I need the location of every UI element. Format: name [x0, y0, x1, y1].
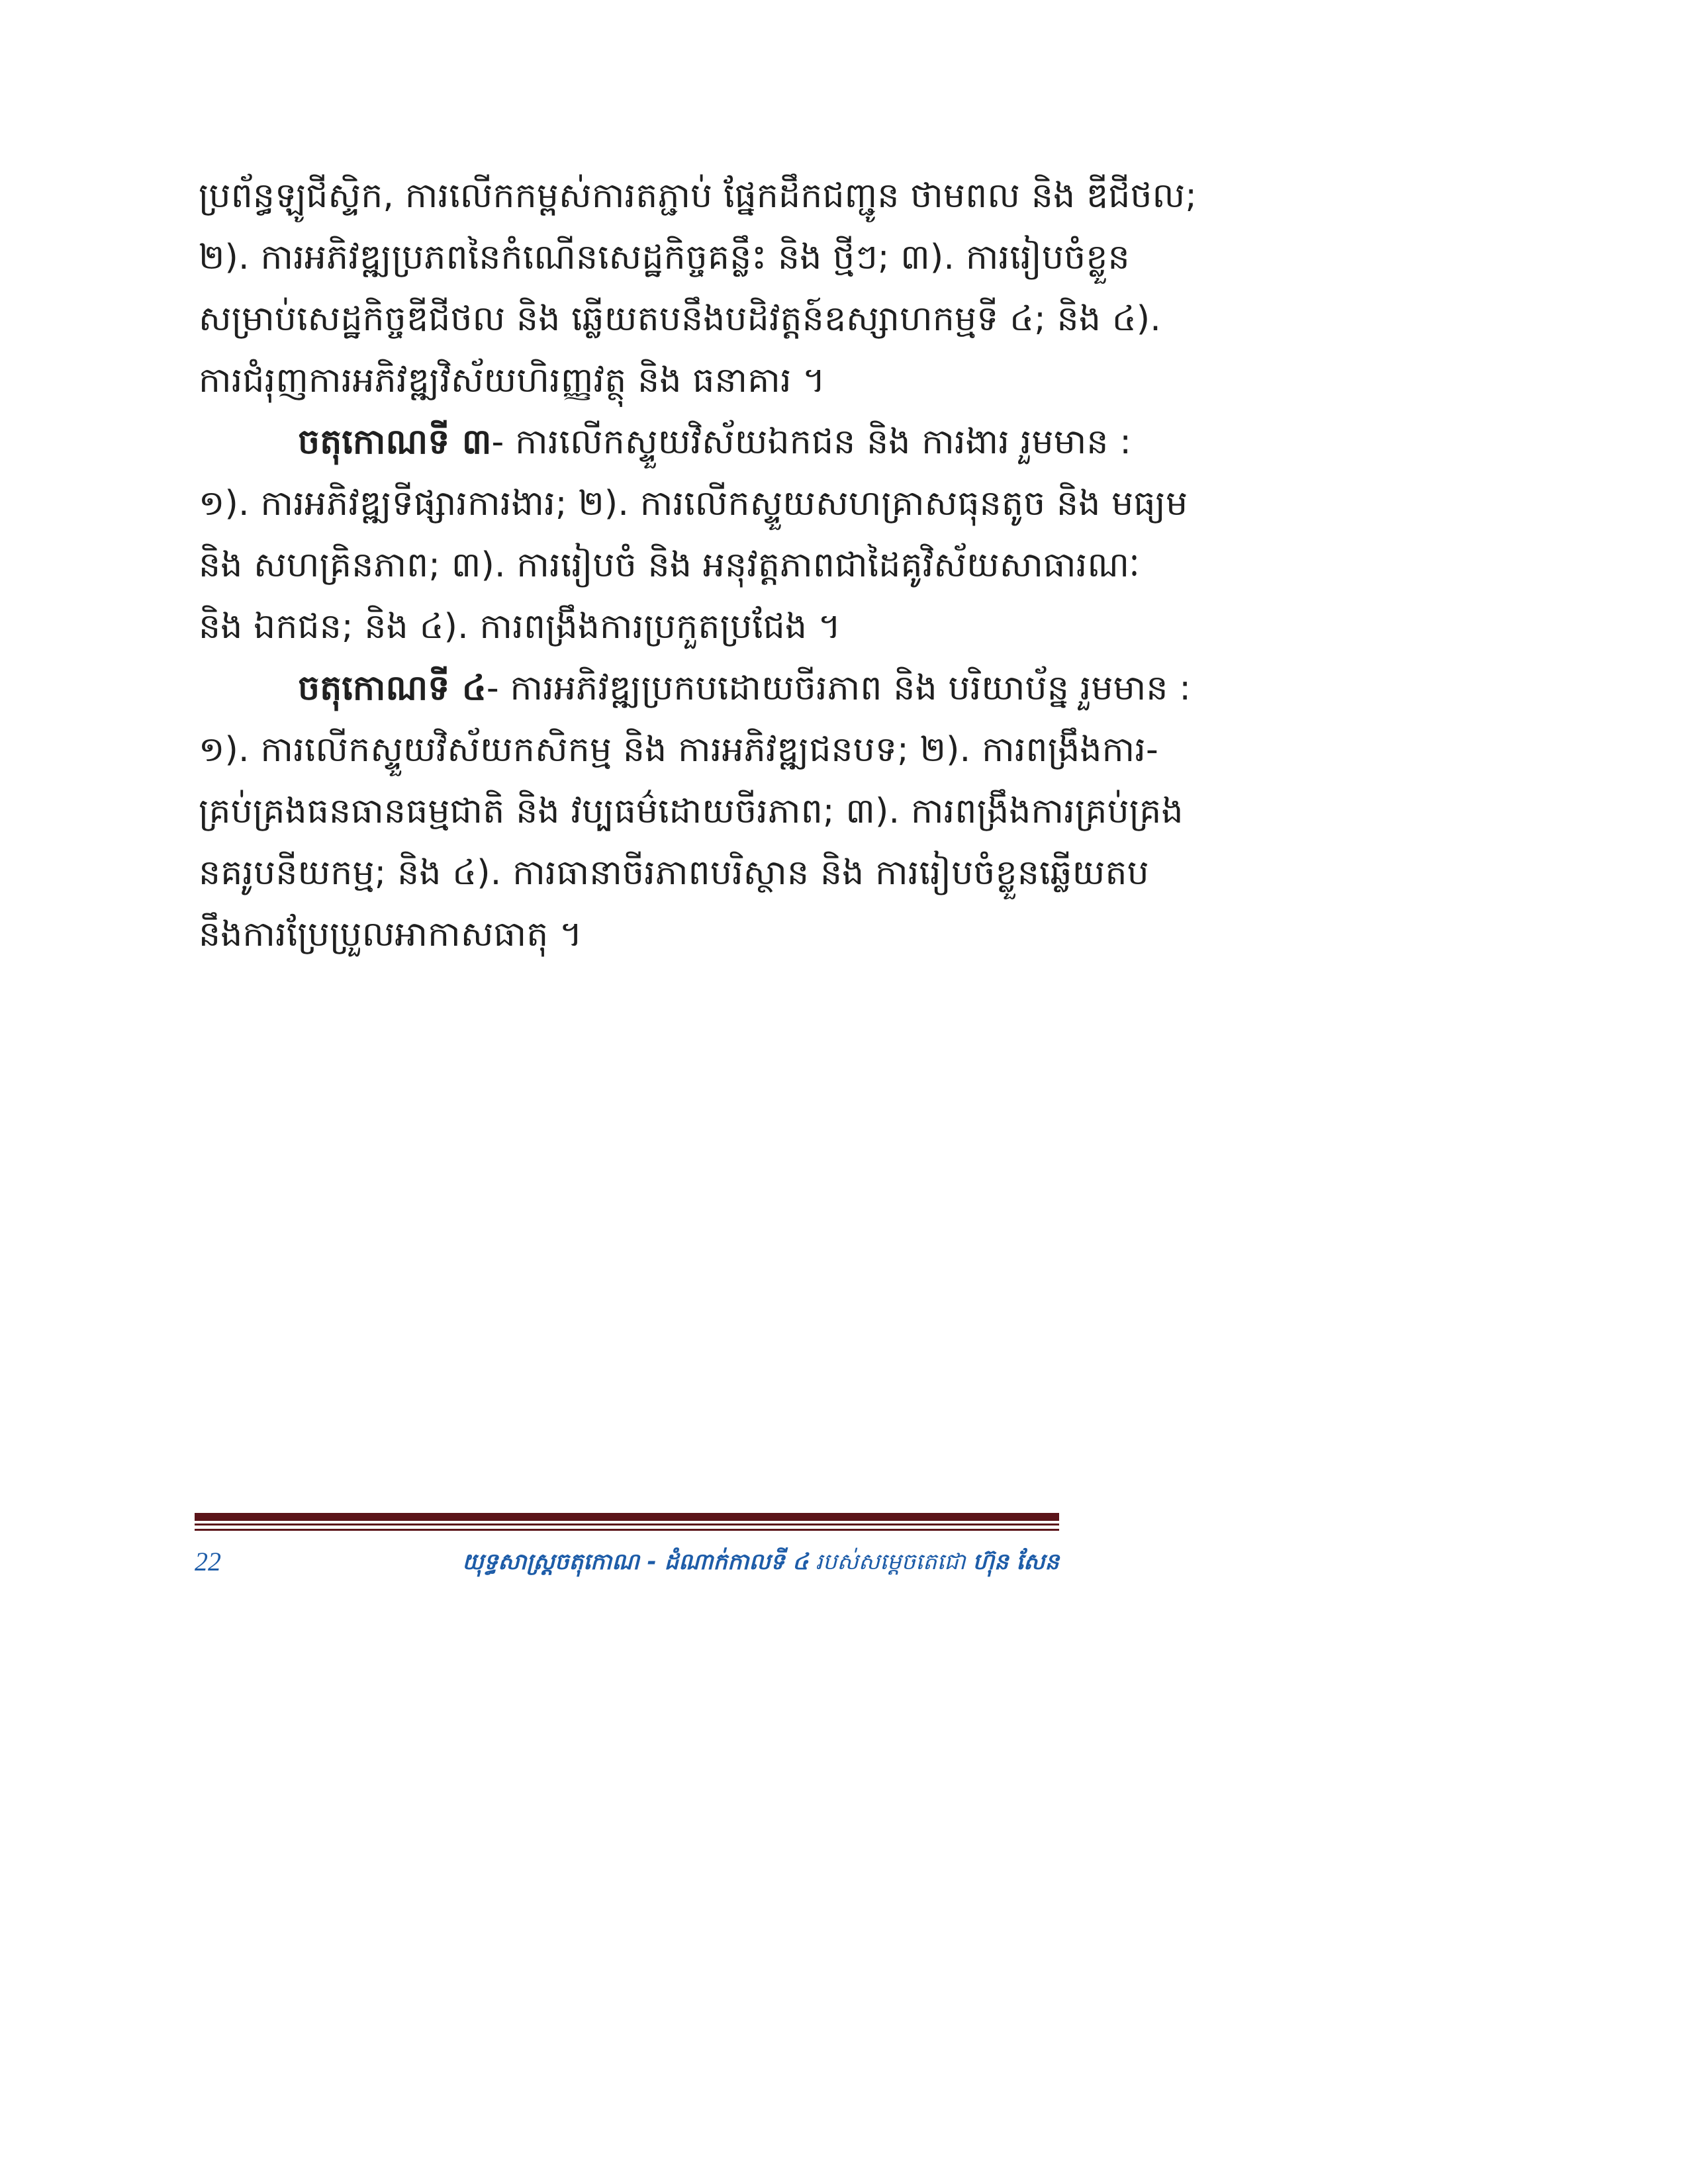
section-lead: ចតុកោណទី ៣ [298, 422, 492, 462]
running-title-main: យុទ្ធសាស្ត្រចតុកោណ - ដំណាក់កាលទី ៤ [462, 1549, 809, 1575]
body-line: ២). ការអភិវឌ្ឍប្រភពនៃកំណើនសេដ្ឋកិច្ចគន្លឹះ និង ថ្មីៗ; ៣). ការរៀបចំខ្លួន [199, 238, 1130, 277]
body-line: ប្រព័ន្ធឡូជីស្ទិក, ការលើកកម្ពស់ការតភ្ជាប់ ផ្នែកដឹកជញ្ជូន ថាមពល និង ឌីជីថល; [199, 176, 1197, 216]
running-title-name: ហ៊ុន សែន [972, 1549, 1059, 1575]
section-heading-line [199, 412, 1132, 473]
body-line: នគរូបនីយកម្ម; និង ៤). ការធានាចីរភាពបរិស្ថាន និង ការរៀបចំខ្លួនឆ្លើយតប [199, 853, 1149, 893]
body-line: នឹងការប្រែប្រួលអាកាសធាតុ ។ [199, 915, 583, 954]
running-title-mid: របស់សម្ដេចតេជោ [808, 1549, 973, 1575]
page-number: 22 [195, 1547, 221, 1576]
footer-rule [195, 1524, 1059, 1525]
section-heading-line [199, 658, 1192, 719]
body-line: សម្រាប់សេដ្ឋកិច្ចឌីជីថល និង ឆ្លើយតបនឹងបដិវត្តន៍ឧស្សាហកម្មទី ៤; និង ៤). [199, 299, 1162, 339]
body-line: និង សហគ្រិនភាព; ៣). ការរៀបចំ និង អនុវត្តភាពជាដៃគូវិស័យសាធារណៈ [199, 545, 1141, 585]
body-line: ១). ការលើកស្ទួយវិស័យកសិកម្ម និង ការអភិវឌ្ឍជនបទ; ២). ការពង្រឹងការ- [199, 730, 1159, 770]
section-lead: ចតុកោណទី ៤ [298, 668, 487, 708]
body-text [199, 165, 1197, 966]
footer-rule [195, 1529, 1059, 1531]
page-footer [195, 1539, 1059, 1585]
body-line: គ្រប់គ្រងធនធានធម្មជាតិ និង វប្បធម៌ដោយចីរភាព; ៣). ការពង្រឹងការគ្រប់គ្រង [199, 792, 1184, 831]
body-line: ការជំរុញការអភិវឌ្ឍវិស័យហិរញ្ញវត្ថុ និង ធនាគារ ។ [199, 361, 825, 400]
running-title [462, 1539, 1059, 1585]
body-line: ១). ការអភិវឌ្ឍទីផ្សារការងារ; ២). ការលើកស្ទួយសហគ្រាសធុនតូច និង មធ្យម [199, 484, 1188, 523]
body-line: និង ឯកជន; និង ៤). ការពង្រឹងការប្រកួតប្រជែង ។ [199, 607, 841, 647]
section-text: - ការលើកស្ទួយវិស័យឯកជន និង ការងារ រួមមាន : [491, 422, 1132, 462]
footer-rule [195, 1513, 1059, 1521]
section-text: - ការអភិវឌ្ឍប្រកបដោយចីរភាព និង បរិយាប័ន្ន រួមមាន : [486, 668, 1192, 708]
